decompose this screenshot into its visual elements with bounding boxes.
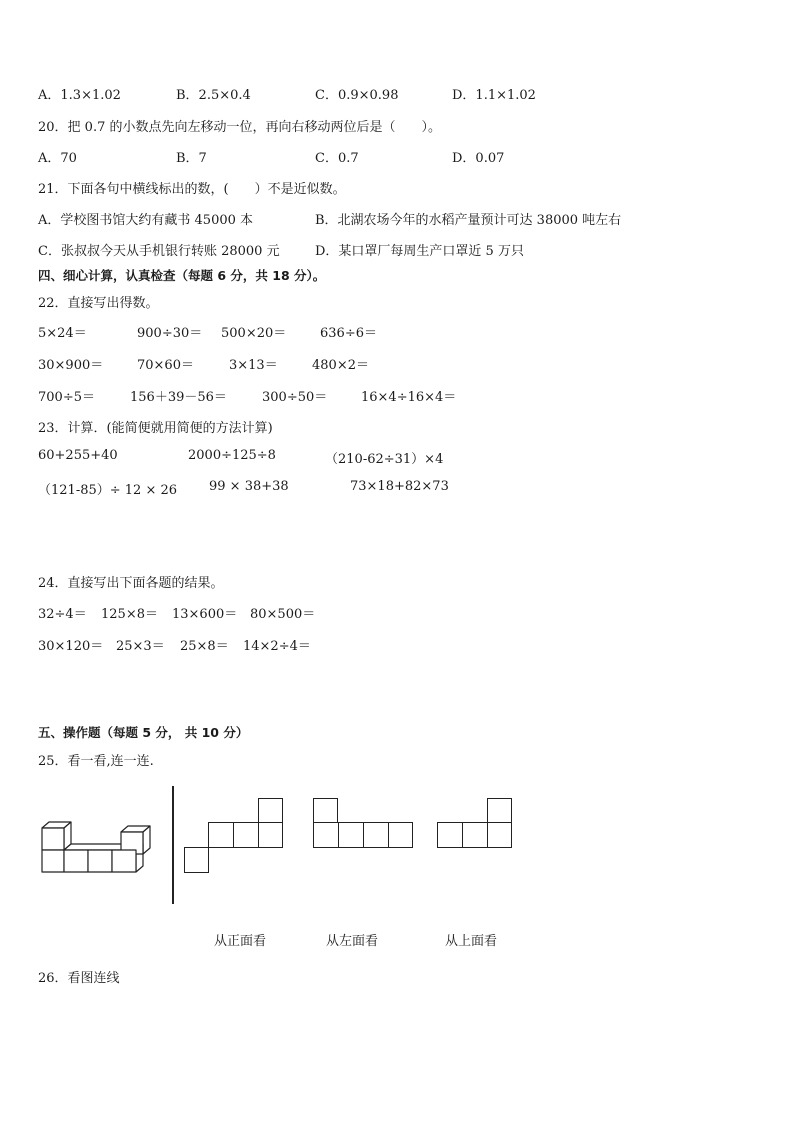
- option-a: A．70: [38, 151, 77, 166]
- section-4-title: 四、细心计算，认真检查（每题 6 分，共 18 分）。: [38, 268, 326, 283]
- divider-line: [172, 786, 174, 904]
- question-26-stem: 26．看图连线: [38, 971, 120, 986]
- option-b: B．北湖农场今年的水稻产量预计可达 38000 吨左右: [315, 213, 622, 228]
- calc-item: 700÷5＝: [38, 390, 95, 405]
- calc-item: 32÷4＝: [38, 607, 87, 622]
- calc-item: 500×20＝: [221, 326, 287, 341]
- calc-item: 25×3＝: [116, 639, 165, 654]
- calc-item: 14×2÷4＝: [243, 639, 311, 654]
- calc-item: 73×18+82×73: [350, 479, 449, 494]
- calc-item: 300÷50＝: [262, 390, 328, 405]
- option-c: C．0.9×0.98: [315, 88, 399, 103]
- question-21-stem: 21．下面各句中横线标出的数，( ）不是近似数。: [38, 182, 346, 197]
- option-b: B．7: [176, 151, 207, 166]
- calc-item: 16×4÷16×4＝: [361, 390, 457, 405]
- question-22-stem: 22．直接写出得数。: [38, 296, 159, 311]
- calc-item: 30×900＝: [38, 358, 104, 373]
- option-d: D．1.1×1.02: [452, 88, 536, 103]
- view-label-top: 从上面看: [445, 934, 498, 949]
- option-d: D．0.07: [452, 151, 505, 166]
- calc-item: （121-85）÷ 12 × 26: [38, 483, 178, 498]
- question-25-stem: 25．看一看,连一连.: [38, 754, 154, 769]
- calc-item: 5×24＝: [38, 326, 87, 341]
- calc-item: 156＋39－56＝: [130, 390, 227, 405]
- option-c: C．0.7: [315, 151, 359, 166]
- calc-item: 900÷30＝: [137, 326, 203, 341]
- question-23-stem: 23．计算．(能简便就用简便的方法计算): [38, 421, 273, 436]
- calc-item: 13×600＝: [172, 607, 238, 622]
- calc-item: 480×2＝: [312, 358, 369, 373]
- calc-item: 25×8＝: [180, 639, 229, 654]
- question-20-stem: 20．把 0.7 的小数点先向左移动一位，再向右移动两位后是（ ）。: [38, 120, 441, 135]
- calc-item: 70×60＝: [137, 358, 194, 373]
- cube-solid-figure: [36, 818, 158, 880]
- calc-item: 3×13＝: [229, 358, 278, 373]
- calc-item: 60+255+40: [38, 448, 118, 463]
- calc-item: 2000÷125÷8: [188, 448, 276, 463]
- question-24-stem: 24．直接写出下面各题的结果。: [38, 576, 224, 591]
- calc-item: 99 × 38+38: [209, 479, 289, 494]
- option-d: D．某口罩厂每周生产口罩近 5 万只: [315, 244, 524, 259]
- option-a: A．学校图书馆大约有藏书 45000 本: [38, 213, 254, 228]
- calc-item: （210-62÷31）×4: [325, 452, 444, 467]
- view-label-front: 从正面看: [214, 934, 267, 949]
- option-a: A．1.3×1.02: [38, 88, 121, 103]
- calc-item: 636÷6＝: [320, 326, 377, 341]
- option-c: C．张叔叔今天从手机银行转账 28000 元: [38, 244, 280, 259]
- calc-item: 30×120＝: [38, 639, 104, 654]
- calc-item: 125×8＝: [101, 607, 158, 622]
- option-b: B．2.5×0.4: [176, 88, 251, 103]
- calc-item: 80×500＝: [250, 607, 316, 622]
- view-label-left: 从左面看: [326, 934, 379, 949]
- section-5-title: 五、操作题（每题 5 分， 共 10 分）: [38, 725, 249, 740]
